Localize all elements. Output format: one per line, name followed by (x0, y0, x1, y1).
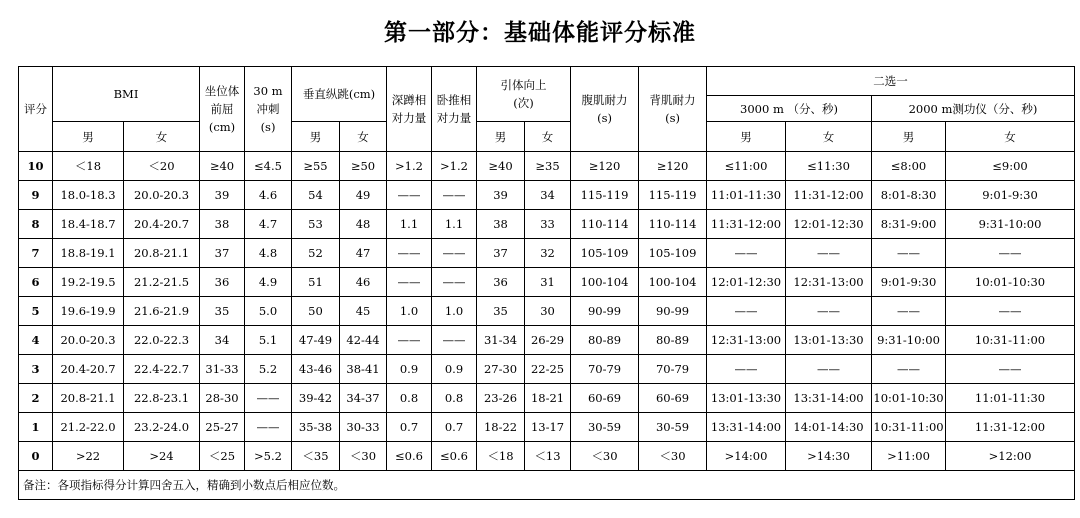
footnote: 备注：各项指标得分计算四舍五入，精确到小数点后相应位数。 (19, 471, 1075, 500)
cell-r2-f: ≤9:00 (946, 152, 1075, 181)
cell-r3-f: 11:31-12:00 (786, 181, 872, 210)
cell-r3-f: —— (786, 239, 872, 268)
cell-abs: 115-119 (571, 181, 639, 210)
header-row-female: 女 (946, 122, 1075, 152)
cell-abs: 90-99 (571, 297, 639, 326)
header-run-3000: 3000 m （分、秒) (707, 96, 872, 122)
cell-score: 9 (19, 181, 53, 210)
cell-score: 6 (19, 268, 53, 297)
header-choose-one: 二选一 (707, 67, 1075, 96)
cell-r3-f: 12:01-12:30 (786, 210, 872, 239)
table-row (19, 181, 1075, 210)
cell-back: 80-89 (639, 326, 707, 355)
cell-vj-f: 47 (340, 239, 387, 268)
cell-score: 7 (19, 239, 53, 268)
cell-r3-m: 13:31-14:00 (707, 413, 786, 442)
cell-vj-m: 39-42 (292, 384, 340, 413)
cell-bmi-m: 21.2-22.0 (53, 413, 124, 442)
header-bench: 卧推相 对力量 (432, 67, 477, 152)
cell-pu-f: 34 (525, 181, 571, 210)
cell-pu-f: 30 (525, 297, 571, 326)
note-row (19, 471, 1075, 500)
cell-r2-f: —— (946, 297, 1075, 326)
cell-back: ＜30 (639, 442, 707, 471)
table-row (19, 442, 1075, 471)
cell-bench: 0.7 (432, 413, 477, 442)
cell-bench: —— (432, 181, 477, 210)
cell-pu-m: 18-22 (477, 413, 525, 442)
cell-bmi-f: 20.8-21.1 (124, 239, 200, 268)
cell-pu-f: 22-25 (525, 355, 571, 384)
cell-score: 8 (19, 210, 53, 239)
cell-r2-f: 10:01-10:30 (946, 268, 1075, 297)
cell-vj-f: 42-44 (340, 326, 387, 355)
cell-vj-f: 30-33 (340, 413, 387, 442)
cell-squat: —— (387, 181, 432, 210)
header-run-male: 男 (707, 122, 786, 152)
cell-vj-m: ≥55 (292, 152, 340, 181)
cell-bench: —— (432, 239, 477, 268)
cell-vj-f: 46 (340, 268, 387, 297)
cell-abs: 100-104 (571, 268, 639, 297)
cell-abs: 30-59 (571, 413, 639, 442)
cell-bmi-m: 19.2-19.5 (53, 268, 124, 297)
page-title: 第一部分：基础体能评分标准 (384, 19, 696, 46)
header-vertical-jump: 垂直纵跳(cm) (292, 67, 387, 122)
cell-score: 4 (19, 326, 53, 355)
cell-abs: 105-109 (571, 239, 639, 268)
cell-r3-m: 13:01-13:30 (707, 384, 786, 413)
cell-sprint: —— (245, 413, 292, 442)
cell-r2-m: 8:01-8:30 (872, 181, 946, 210)
cell-vj-m: ＜35 (292, 442, 340, 471)
table-row (19, 413, 1075, 442)
cell-bench: —— (432, 268, 477, 297)
cell-sprint: 4.8 (245, 239, 292, 268)
cell-pu-m: 38 (477, 210, 525, 239)
cell-bmi-m: 20.4-20.7 (53, 355, 124, 384)
cell-r3-f: 14:01-14:30 (786, 413, 872, 442)
cell-pu-m: 35 (477, 297, 525, 326)
cell-sit: 34 (200, 326, 245, 355)
cell-abs: ＜30 (571, 442, 639, 471)
cell-pu-f: ≥35 (525, 152, 571, 181)
cell-sprint: >5.2 (245, 442, 292, 471)
cell-squat: ≤0.6 (387, 442, 432, 471)
cell-r2-f: >12:00 (946, 442, 1075, 471)
cell-r2-m: —— (872, 355, 946, 384)
cell-pu-f: 33 (525, 210, 571, 239)
cell-abs: 110-114 (571, 210, 639, 239)
table-row (19, 239, 1075, 268)
cell-vj-m: 47-49 (292, 326, 340, 355)
cell-r2-m: 9:01-9:30 (872, 268, 946, 297)
cell-bench: >1.2 (432, 152, 477, 181)
cell-squat: 1.0 (387, 297, 432, 326)
cell-back: 60-69 (639, 384, 707, 413)
cell-score: 1 (19, 413, 53, 442)
cell-bmi-m: 18.8-19.1 (53, 239, 124, 268)
cell-sprint: ≤4.5 (245, 152, 292, 181)
scoring-table (18, 66, 1075, 500)
cell-bmi-f: 22.8-23.1 (124, 384, 200, 413)
cell-r2-f: 11:01-11:30 (946, 384, 1075, 413)
cell-squat: 1.1 (387, 210, 432, 239)
cell-vj-m: 54 (292, 181, 340, 210)
header-sit-reach: 坐位体 前屈 (cm) (200, 67, 245, 152)
header-bmi: BMI (53, 67, 200, 122)
cell-score: 2 (19, 384, 53, 413)
cell-vj-m: 51 (292, 268, 340, 297)
cell-vj-m: 35-38 (292, 413, 340, 442)
cell-abs: 60-69 (571, 384, 639, 413)
header-row-2000: 2000 m测功仪（分、秒) (872, 96, 1075, 122)
cell-sit: 31-33 (200, 355, 245, 384)
cell-r3-f: >14:30 (786, 442, 872, 471)
cell-vj-f: 38-41 (340, 355, 387, 384)
cell-squat: 0.9 (387, 355, 432, 384)
cell-r2-f: 9:01-9:30 (946, 181, 1075, 210)
table-row (19, 210, 1075, 239)
cell-r2-f: 10:31-11:00 (946, 326, 1075, 355)
cell-score: 0 (19, 442, 53, 471)
cell-r2-m: 9:31-10:00 (872, 326, 946, 355)
cell-r3-f: —— (786, 355, 872, 384)
cell-squat: >1.2 (387, 152, 432, 181)
cell-vj-m: 52 (292, 239, 340, 268)
cell-r3-m: —— (707, 355, 786, 384)
cell-vj-f: 34-37 (340, 384, 387, 413)
cell-sprint: —— (245, 384, 292, 413)
cell-bmi-f: 20.0-20.3 (124, 181, 200, 210)
cell-r3-f: 13:01-13:30 (786, 326, 872, 355)
header-pullup-male: 男 (477, 122, 525, 152)
cell-r3-m: >14:00 (707, 442, 786, 471)
cell-r2-f: —— (946, 355, 1075, 384)
cell-bench: 0.8 (432, 384, 477, 413)
header-squat: 深蹲相 对力量 (387, 67, 432, 152)
table-row (19, 297, 1075, 326)
cell-squat: —— (387, 268, 432, 297)
cell-squat: 0.8 (387, 384, 432, 413)
cell-score: 5 (19, 297, 53, 326)
cell-vj-m: 43-46 (292, 355, 340, 384)
cell-back: 70-79 (639, 355, 707, 384)
table-row (19, 326, 1075, 355)
cell-squat: —— (387, 326, 432, 355)
cell-sprint: 5.0 (245, 297, 292, 326)
header-bmi-female: 女 (124, 122, 200, 152)
cell-sprint: 5.2 (245, 355, 292, 384)
cell-r2-m: 10:01-10:30 (872, 384, 946, 413)
cell-abs: 70-79 (571, 355, 639, 384)
cell-r3-m: 11:01-11:30 (707, 181, 786, 210)
header-bmi-male: 男 (53, 122, 124, 152)
cell-sit: 35 (200, 297, 245, 326)
cell-pu-m: 39 (477, 181, 525, 210)
cell-pu-m: 37 (477, 239, 525, 268)
header-back: 背肌耐力 (s) (639, 67, 707, 152)
cell-vj-f: 45 (340, 297, 387, 326)
cell-vj-f: ≥50 (340, 152, 387, 181)
cell-sit: 36 (200, 268, 245, 297)
cell-r2-m: —— (872, 297, 946, 326)
cell-pu-f: 31 (525, 268, 571, 297)
cell-r2-f: 9:31-10:00 (946, 210, 1075, 239)
cell-bench: —— (432, 326, 477, 355)
cell-vj-f: 49 (340, 181, 387, 210)
cell-r3-m: 12:31-13:00 (707, 326, 786, 355)
cell-bmi-f: 22.0-22.3 (124, 326, 200, 355)
cell-squat: 0.7 (387, 413, 432, 442)
cell-bmi-f: 21.6-21.9 (124, 297, 200, 326)
cell-abs: ≥120 (571, 152, 639, 181)
header-vj-female: 女 (340, 122, 387, 152)
cell-sit: 25-27 (200, 413, 245, 442)
cell-r3-f: 13:31-14:00 (786, 384, 872, 413)
cell-sprint: 4.9 (245, 268, 292, 297)
cell-bench: 0.9 (432, 355, 477, 384)
cell-pu-f: 26-29 (525, 326, 571, 355)
cell-r2-m: ≤8:00 (872, 152, 946, 181)
cell-vj-m: 53 (292, 210, 340, 239)
cell-vj-m: 50 (292, 297, 340, 326)
cell-sprint: 4.7 (245, 210, 292, 239)
cell-bmi-f: 23.2-24.0 (124, 413, 200, 442)
cell-bmi-f: 20.4-20.7 (124, 210, 200, 239)
cell-bmi-m: 18.0-18.3 (53, 181, 124, 210)
cell-sprint: 5.1 (245, 326, 292, 355)
table-row (19, 268, 1075, 297)
cell-r2-m: >11:00 (872, 442, 946, 471)
cell-squat: —— (387, 239, 432, 268)
cell-r2-f: —— (946, 239, 1075, 268)
cell-back: 105-109 (639, 239, 707, 268)
cell-r3-m: 11:31-12:00 (707, 210, 786, 239)
cell-sit: 37 (200, 239, 245, 268)
cell-vj-f: ＜30 (340, 442, 387, 471)
cell-r3-m: —— (707, 239, 786, 268)
cell-pu-f: 32 (525, 239, 571, 268)
cell-r2-m: 8:31-9:00 (872, 210, 946, 239)
header-pullup-female: 女 (525, 122, 571, 152)
cell-r3-f: 12:31-13:00 (786, 268, 872, 297)
cell-r2-f: 11:31-12:00 (946, 413, 1075, 442)
cell-bmi-m: 19.6-19.9 (53, 297, 124, 326)
cell-back: 90-99 (639, 297, 707, 326)
cell-pu-f: ＜13 (525, 442, 571, 471)
cell-back: ≥120 (639, 152, 707, 181)
cell-pu-m: 36 (477, 268, 525, 297)
cell-pu-m: ＜18 (477, 442, 525, 471)
cell-r3-f: ≤11:30 (786, 152, 872, 181)
table-row (19, 355, 1075, 384)
cell-r3-f: —— (786, 297, 872, 326)
cell-r3-m: —— (707, 297, 786, 326)
header-abs: 腹肌耐力 (s) (571, 67, 639, 152)
header-score: 评分 (19, 67, 53, 152)
cell-score: 3 (19, 355, 53, 384)
cell-pu-m: ≥40 (477, 152, 525, 181)
header-run-female: 女 (786, 122, 872, 152)
cell-r2-m: 10:31-11:00 (872, 413, 946, 442)
cell-vj-f: 48 (340, 210, 387, 239)
cell-bmi-f: ＜20 (124, 152, 200, 181)
cell-bmi-m: ＜18 (53, 152, 124, 181)
cell-pu-f: 18-21 (525, 384, 571, 413)
cell-back: 100-104 (639, 268, 707, 297)
cell-sit: 28-30 (200, 384, 245, 413)
cell-r3-m: 12:01-12:30 (707, 268, 786, 297)
header-pullup: 引体向上 (次) (477, 67, 571, 122)
table-row (19, 152, 1075, 181)
cell-pu-m: 27-30 (477, 355, 525, 384)
cell-score: 10 (19, 152, 53, 181)
header-vj-male: 男 (292, 122, 340, 152)
header-sprint: 30 m 冲刺 (s) (245, 67, 292, 152)
cell-r2-m: —— (872, 239, 946, 268)
cell-sit: 39 (200, 181, 245, 210)
cell-bmi-f: 21.2-21.5 (124, 268, 200, 297)
cell-bmi-m: 20.8-21.1 (53, 384, 124, 413)
cell-sit: ＜25 (200, 442, 245, 471)
cell-back: 115-119 (639, 181, 707, 210)
cell-sprint: 4.6 (245, 181, 292, 210)
cell-sit: 38 (200, 210, 245, 239)
cell-back: 30-59 (639, 413, 707, 442)
cell-pu-m: 31-34 (477, 326, 525, 355)
cell-r3-m: ≤11:00 (707, 152, 786, 181)
cell-back: 110-114 (639, 210, 707, 239)
cell-bmi-f: >24 (124, 442, 200, 471)
cell-bench: ≤0.6 (432, 442, 477, 471)
cell-bench: 1.1 (432, 210, 477, 239)
header-row-male: 男 (872, 122, 946, 152)
cell-bmi-m: >22 (53, 442, 124, 471)
cell-bmi-m: 20.0-20.3 (53, 326, 124, 355)
cell-abs: 80-89 (571, 326, 639, 355)
cell-bench: 1.0 (432, 297, 477, 326)
cell-pu-m: 23-26 (477, 384, 525, 413)
cell-bmi-m: 18.4-18.7 (53, 210, 124, 239)
table-row (19, 384, 1075, 413)
cell-sit: ≥40 (200, 152, 245, 181)
cell-pu-f: 13-17 (525, 413, 571, 442)
cell-bmi-f: 22.4-22.7 (124, 355, 200, 384)
